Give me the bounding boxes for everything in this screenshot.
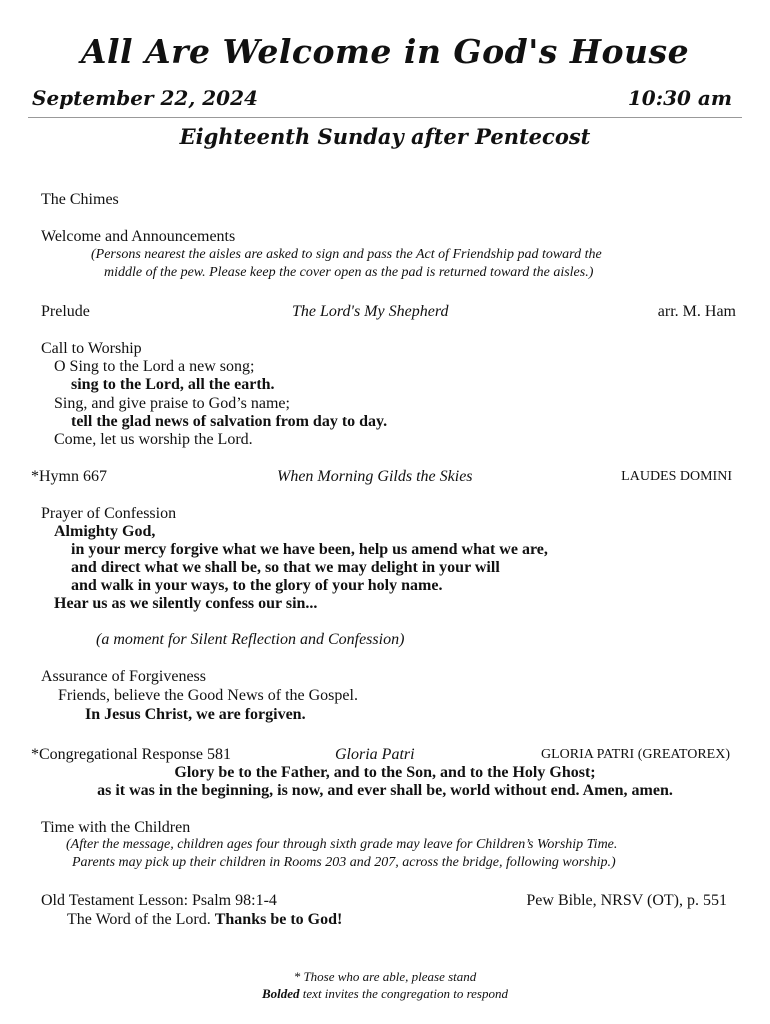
hymn-tune: LAUDES DOMINI bbox=[621, 469, 732, 484]
silent-reflection-note: (a moment for Silent Reflection and Confession) bbox=[96, 631, 405, 648]
confession-line2: in your mercy forgive what we have been, help us amend what we are, bbox=[71, 541, 548, 558]
ot-lesson-label: Old Testament Lesson: Psalm 98:1-4 bbox=[41, 892, 277, 909]
assurance-heading: Assurance of Forgiveness bbox=[41, 668, 207, 685]
children-heading: Time with the Children bbox=[41, 819, 191, 836]
response-title: Gloria Patri bbox=[335, 746, 415, 763]
header-divider bbox=[28, 117, 742, 118]
call-to-worship-heading: Call to Worship bbox=[41, 340, 142, 357]
footer-bolded-word: Bolded bbox=[261, 986, 300, 1001]
gloria-line1: Glory be to the Father, and to the Son, and to the Holy Ghost; bbox=[174, 764, 596, 781]
ot-lesson-source: Pew Bible, NRSV (OT), p. 551 bbox=[526, 892, 727, 909]
assurance-line1: Friends, believe the Good News of the Gospel. bbox=[58, 687, 358, 704]
confession-line3: and direct what we shall be, so that we may delight in your will bbox=[71, 559, 500, 576]
ot-lesson-response bbox=[67, 911, 342, 929]
welcome-note-line1: (Persons nearest the aisles are asked to sign and pass the Act of Friendship pad toward the bbox=[91, 247, 602, 262]
service-time: 10:30 am bbox=[627, 86, 732, 110]
footer-bold-note-rest: text invites the congregation to respond bbox=[299, 986, 508, 1001]
page-title: All Are Welcome in God's House bbox=[80, 32, 690, 71]
children-note-line2: Parents may pick up their children in Rooms 203 and 207, across the bridge, following worship.) bbox=[72, 855, 616, 870]
service-date: September 22, 2024 bbox=[32, 86, 258, 110]
welcome-heading: Welcome and Announcements bbox=[41, 228, 236, 245]
call-line3: Sing, and give praise to God’s name; bbox=[54, 395, 290, 412]
footer-stand-note: * Those who are able, please stand bbox=[293, 969, 477, 984]
hymn-label: *Hymn 667 bbox=[31, 468, 107, 485]
assurance-line2-response: In Jesus Christ, we are forgiven. bbox=[85, 706, 306, 723]
response-tune: GLORIA PATRI (GREATOREX) bbox=[540, 747, 730, 762]
chimes-heading: The Chimes bbox=[41, 191, 119, 208]
footer-bold-note bbox=[0, 986, 770, 1002]
confession-heading: Prayer of Confession bbox=[41, 505, 177, 522]
gloria-line2: as it was in the beginning, is now, and ever shall be, world without end. Amen, amen. bbox=[97, 782, 673, 799]
liturgical-day: Eighteenth Sunday after Pentecost bbox=[179, 124, 591, 149]
ot-lesson-response-text: Thanks be to God! bbox=[214, 911, 343, 928]
prelude-piece: The Lord's My Shepherd bbox=[292, 303, 449, 320]
call-line5: Come, let us worship the Lord. bbox=[54, 431, 253, 448]
welcome-note-line2: middle of the pew. Please keep the cover open as the pad is returned toward the aisles.) bbox=[104, 265, 594, 280]
call-line4-response: tell the glad news of salvation from day to day. bbox=[71, 413, 388, 430]
hymn-title: When Morning Gilds the Skies bbox=[277, 468, 473, 485]
confession-line5: Hear us as we silently confess our sin... bbox=[54, 595, 318, 612]
call-line1: O Sing to the Lord a new song; bbox=[54, 358, 255, 375]
call-line2-response: sing to the Lord, all the earth. bbox=[71, 376, 275, 393]
children-note-line1: (After the message, children ages four through sixth grade may leave for Children’s Worship Time. bbox=[66, 837, 618, 852]
confession-line4: and walk in your ways, to the glory of your holy name. bbox=[71, 577, 443, 594]
confession-line1: Almighty God, bbox=[54, 523, 156, 540]
ot-lesson-leader-text: The Word of the Lord. bbox=[67, 911, 215, 928]
prelude-arranger: arr. M. Ham bbox=[657, 303, 736, 320]
prelude-label: Prelude bbox=[41, 303, 90, 320]
response-label: *Congregational Response 581 bbox=[31, 746, 231, 763]
